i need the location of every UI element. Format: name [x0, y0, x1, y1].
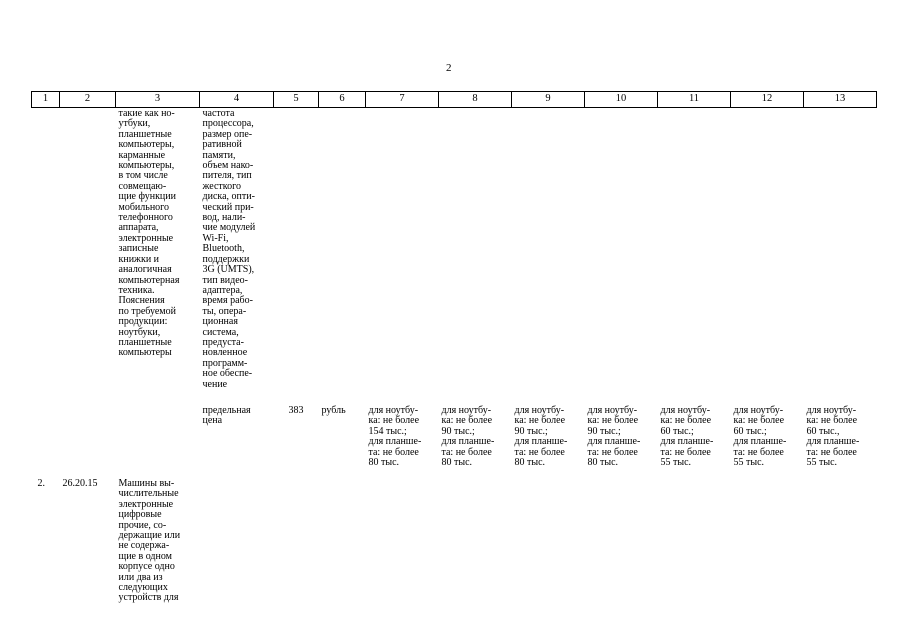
- column-header: 7: [366, 92, 439, 108]
- cell-value: для ноутбу- ка: не более 154 тыс.; для планше- та: не более 80 тыс.: [368, 405, 422, 469]
- cell-value: для ноутбу- ка: не более 60 тыс., для планше- та: не более 55 тыс.: [806, 405, 860, 469]
- cell-okpd-code: [60, 108, 116, 405]
- cell-value: [804, 108, 877, 405]
- cell-unit-name: [319, 108, 366, 405]
- cell-value: для ноутбу- ка: не более 90 тыс.; для планше- та: не более 80 тыс.: [587, 405, 641, 469]
- cell-value: [585, 108, 658, 405]
- column-header: 12: [731, 92, 804, 108]
- cell-product-name: такие как но- утбуки, планшетные компьютеры, карманные компьютеры, в том числе совмещаю- щие функции мобильного телефонного аппарата, электронные записные книжки и аналогичная компьютерная техника. Пояснения по требуемой продукции: ноутбуки, планшетные компьютеры: [118, 108, 180, 359]
- table-row: [32, 404, 877, 478]
- cell-characteristic: [200, 478, 274, 604]
- cell-value: [366, 108, 439, 405]
- cell-unit-code: [274, 108, 319, 405]
- column-header: 10: [585, 92, 658, 108]
- cell-value: [658, 108, 731, 405]
- cell-unit-name: рубль: [321, 405, 346, 416]
- cell-value: [439, 108, 512, 405]
- cell-product-name: Машины вы- числительные электронные цифровые прочие, со- держащие или не содержа- щие в одном корпусе одно или два из следующих устройств для: [118, 478, 181, 604]
- cell-item-number: [32, 404, 60, 478]
- column-header: 13: [804, 92, 877, 108]
- table-row: [32, 478, 877, 604]
- cell-unit-name: [319, 478, 366, 604]
- page-number: 2: [446, 62, 452, 74]
- cell-value: [731, 478, 804, 604]
- cell-unit-code: 383: [288, 405, 304, 416]
- table-row: [32, 108, 877, 405]
- cell-value: для ноутбу- ка: не более 90 тыс.; для планше- та: не более 80 тыс.: [441, 405, 495, 469]
- cell-value: для ноутбу- ка: не более 90 тыс.; для планше- та: не более 80 тыс.: [514, 405, 568, 469]
- column-header: 4: [200, 92, 274, 108]
- column-header: 2: [60, 92, 116, 108]
- cell-value: для ноутбу- ка: не более 60 тыс.; для планше- та: не более 55 тыс.: [733, 405, 787, 469]
- cell-value: [366, 478, 439, 604]
- cell-characteristic: частота процессора, размер опе- ративной памяти, объем нако- пителя, тип жесткого диска, опти- ческий при- вод, нали- чие модулей Wi-Fi, Bluetooth, поддержки 3G (UMTS), тип видео- адаптера, время рабо- ты, опера- ционная система, предуста- новленное программ- ное обеспе- чение: [202, 108, 256, 390]
- column-header: 3: [116, 92, 200, 108]
- column-header: 9: [512, 92, 585, 108]
- cell-value: [512, 478, 585, 604]
- cell-value: [804, 478, 877, 604]
- column-header: 11: [658, 92, 731, 108]
- cell-okpd-code: 26.20.15: [62, 478, 98, 489]
- cell-value: [512, 108, 585, 405]
- column-header: 5: [274, 92, 319, 108]
- cell-value: [658, 478, 731, 604]
- cell-product-name: [116, 404, 200, 478]
- cell-value: [585, 478, 658, 604]
- cell-okpd-code: [60, 404, 116, 478]
- column-numbers-row: [32, 92, 877, 108]
- cell-item-number: 2.: [37, 478, 45, 489]
- column-header: 1: [32, 92, 60, 108]
- column-header: 8: [439, 92, 512, 108]
- cell-item-number: [32, 108, 60, 405]
- column-header: 6: [319, 92, 366, 108]
- cell-value: [439, 478, 512, 604]
- cell-unit-code: [274, 478, 319, 604]
- cell-value: [731, 108, 804, 405]
- requirements-table: [31, 91, 877, 604]
- cell-value: для ноутбу- ка: не более 60 тыс.; для планше- та: не более 55 тыс.: [660, 405, 714, 469]
- cell-characteristic: предельная цена: [202, 405, 251, 427]
